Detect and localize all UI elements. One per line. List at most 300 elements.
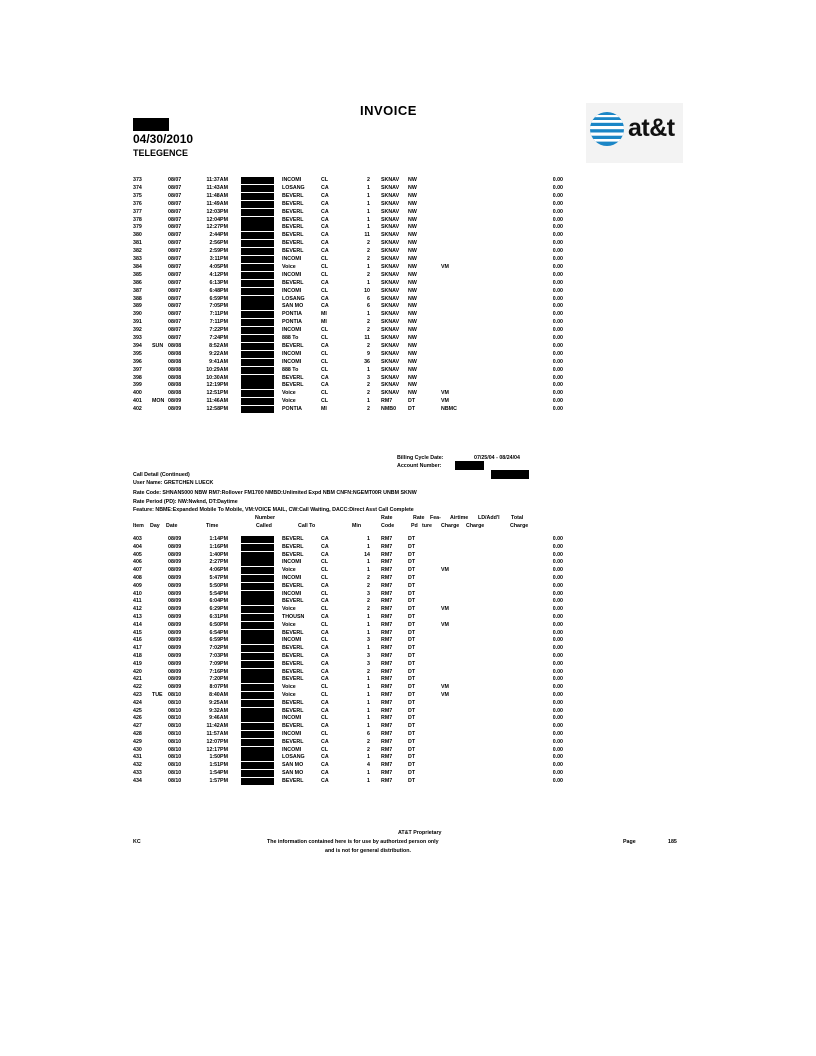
col-call-to: Call To (298, 523, 316, 529)
item-number: 405 (133, 551, 142, 558)
minutes: 1 (367, 263, 370, 270)
billing-cycle-label: Billing Cycle Date: (397, 455, 444, 461)
col-ld-line2: Charge (466, 523, 485, 529)
feature: VM (441, 684, 449, 691)
call-date: 08/07 (168, 177, 182, 183)
rate-code: SKNAV (381, 200, 400, 207)
col-total-line2: Charge (510, 523, 529, 529)
call-time: 4:06PM (209, 567, 228, 574)
call-date: 08/07 (168, 295, 182, 302)
call-to-city: Voice (282, 692, 296, 698)
rate-period: NW (408, 295, 417, 302)
minutes: 2 (367, 240, 370, 247)
rate-code: RM7 (381, 699, 393, 706)
call-to-state: MI (321, 319, 327, 326)
rate-code: SKNAV (381, 240, 400, 247)
call-to-state: CA (321, 754, 329, 761)
call-to-state: CL (321, 366, 329, 373)
call-date: 08/08 (168, 374, 182, 381)
total-charge: 0.00 (552, 192, 563, 199)
total-charge: 0.00 (552, 598, 563, 605)
item-number: 428 (133, 731, 142, 737)
call-to-state: CA (321, 240, 329, 247)
call-to-city: BEVERL (282, 598, 304, 605)
rate-period: NW (408, 216, 417, 223)
col-number-line2: Called (256, 523, 272, 529)
call-to-state: CA (321, 770, 329, 776)
item-number: 424 (133, 699, 142, 706)
rate-period: NW (408, 232, 417, 239)
minutes: 1 (367, 184, 370, 191)
call-time: 1:57PM (209, 777, 228, 784)
call-time: 12:19PM (206, 382, 228, 389)
call-time: 7:11PM (209, 311, 228, 318)
call-to-state: CA (321, 699, 329, 706)
rate-period: NW (408, 200, 417, 207)
call-to-city: Voice (282, 606, 296, 613)
call-time: 1:40PM (209, 551, 228, 558)
feature: VM (441, 621, 449, 628)
call-to-city: BEVERL (282, 240, 304, 247)
call-to-city: Voice (282, 263, 296, 270)
rate-code: RM7 (381, 551, 393, 558)
call-to-state: CA (321, 295, 329, 302)
call-date: 08/09 (168, 582, 182, 589)
call-date: 08/09 (168, 606, 182, 613)
rate-period: NW (408, 303, 417, 310)
call-to-city: BEVERL (282, 374, 304, 381)
rate-code: RM7 (381, 738, 393, 745)
col-rate-line2: Code (381, 523, 395, 529)
rate-code: RM7 (381, 684, 393, 691)
rate-code: RM7 (381, 606, 393, 613)
call-to-city: INCOMI (282, 256, 302, 262)
rate-period: DT (408, 684, 416, 691)
call-to-state: CA (321, 184, 329, 191)
call-time: 5:50PM (209, 582, 228, 589)
item-number: 380 (133, 232, 142, 239)
total-charge: 0.00 (552, 287, 563, 294)
rate-period: NW (408, 279, 417, 286)
rate-code: RM7 (381, 731, 393, 737)
call-to-city: PONTIA (282, 311, 303, 318)
call-time: 12:51PM (206, 390, 228, 397)
call-time: 6:59PM (209, 295, 228, 302)
total-charge: 0.00 (552, 676, 563, 683)
rate-code: RM7 (381, 653, 393, 659)
total-charge: 0.00 (552, 216, 563, 223)
call-to-state: CA (321, 707, 329, 714)
call-to-city: Voice (282, 398, 296, 405)
total-charge: 0.00 (552, 762, 563, 769)
call-to-state: CA (321, 676, 329, 683)
item-number: 398 (133, 374, 142, 381)
col-time: Time (206, 523, 219, 529)
call-time: 4:12PM (209, 271, 228, 278)
total-charge: 0.00 (552, 382, 563, 389)
call-time: 2:27PM (209, 559, 228, 566)
call-date: 08/07 (168, 256, 182, 262)
rate-code: RM7 (381, 637, 393, 644)
call-time: 6:31PM (209, 614, 228, 620)
call-to-city: INCOMI (282, 590, 302, 597)
rate-code: SKNAV (381, 263, 400, 270)
rate-code: SKNAV (381, 319, 400, 326)
item-number: 401 (133, 398, 142, 405)
total-charge: 0.00 (552, 660, 563, 667)
call-to-state: CA (321, 200, 329, 207)
call-time: 9:41AM (209, 358, 228, 365)
rate-code: SKNAV (381, 311, 400, 318)
call-time: 6:50PM (209, 621, 228, 628)
rate-period: DT (408, 582, 416, 589)
minutes: 1 (367, 692, 370, 698)
call-to-city: BEVERL (282, 668, 304, 675)
rate-code: RM7 (381, 746, 393, 753)
call-time: 11:57AM (206, 731, 228, 737)
call-time: 7:22PM (209, 327, 228, 334)
rate-period: DT (408, 598, 416, 605)
col-rate-line1: Rate (381, 515, 393, 521)
minutes: 1 (367, 699, 370, 706)
call-to-city: BEVERL (282, 582, 304, 589)
minutes: 9 (367, 350, 370, 357)
item-number: 393 (133, 335, 142, 341)
minutes: 36 (364, 358, 370, 365)
call-to-state: CA (321, 660, 329, 667)
call-date: 08/07 (168, 263, 182, 270)
total-charge: 0.00 (552, 606, 563, 613)
minutes: 1 (367, 770, 370, 776)
minutes: 2 (367, 319, 370, 326)
rate-period: DT (408, 621, 416, 628)
col-number-line1: Number (255, 515, 276, 521)
call-to-state: CA (321, 303, 329, 310)
call-to-state: CA (321, 382, 329, 389)
call-to-state: MI (321, 311, 327, 318)
rate-code: SKNAV (381, 374, 400, 381)
call-to-city: BEVERL (282, 653, 304, 659)
total-charge: 0.00 (552, 390, 563, 397)
call-to-city: Voice (282, 621, 296, 628)
call-date: 08/07 (168, 192, 182, 199)
rate-code: RM7 (381, 598, 393, 605)
rate-period: DT (408, 567, 416, 574)
call-date: 08/10 (168, 762, 182, 769)
day: SUN (152, 342, 164, 349)
total-charge: 0.00 (552, 319, 563, 326)
col-date: Date (166, 523, 178, 529)
call-to-state: CL (321, 271, 329, 278)
minutes: 1 (367, 621, 370, 628)
total-charge: 0.00 (552, 629, 563, 636)
call-time: 1:50PM (209, 754, 228, 761)
total-charge: 0.00 (552, 177, 563, 183)
call-date: 08/07 (168, 319, 182, 326)
call-time: 7:09PM (209, 660, 228, 667)
rate-period: NW (408, 184, 417, 191)
item-number: 410 (133, 590, 142, 597)
call-to-city: BEVERL (282, 723, 304, 730)
minutes: 3 (367, 590, 370, 597)
call-date: 08/10 (168, 699, 182, 706)
call-to-state: CA (321, 543, 329, 550)
feature: VM (441, 606, 449, 613)
total-charge: 0.00 (552, 637, 563, 644)
call-date: 08/07 (168, 208, 182, 215)
feature: VM (441, 567, 449, 574)
call-to-state: CA (321, 762, 329, 769)
call-to-state: CA (321, 216, 329, 223)
rate-code: RM7 (381, 621, 393, 628)
rate-period: DT (408, 606, 416, 613)
col-feature-line2: ture (422, 523, 433, 529)
total-charge: 0.00 (552, 184, 563, 191)
item-number: 403 (133, 536, 142, 542)
rate-code: RM7 (381, 575, 393, 581)
total-charge: 0.00 (552, 208, 563, 215)
call-date: 08/10 (168, 777, 182, 784)
minutes: 2 (367, 668, 370, 675)
item-number: 381 (133, 240, 142, 247)
call-time: 7:02PM (209, 645, 228, 652)
total-charge: 0.00 (552, 621, 563, 628)
call-to-city: BEVERL (282, 707, 304, 714)
col-item: Item (133, 523, 144, 529)
redacted-block (133, 118, 169, 131)
minutes: 1 (367, 543, 370, 550)
minutes: 1 (367, 684, 370, 691)
rate-period: DT (408, 731, 416, 737)
footer-code: KC (133, 839, 141, 845)
call-to-city: BEVERL (282, 777, 304, 784)
call-to-city: INCOMI (282, 715, 302, 722)
minutes: 2 (367, 746, 370, 753)
rate-period: NW (408, 342, 417, 349)
rate-code: RM7 (381, 762, 393, 769)
rate-period: NW (408, 224, 417, 231)
total-charge: 0.00 (552, 738, 563, 745)
item-number: 425 (133, 707, 142, 714)
call-date: 08/07 (168, 184, 182, 191)
total-charge: 0.00 (552, 731, 563, 737)
call-date: 08/10 (168, 738, 182, 745)
item-number: 429 (133, 738, 142, 745)
call-time: 2:59PM (209, 248, 228, 255)
call-date: 08/10 (168, 746, 182, 753)
call-to-city: Voice (282, 390, 296, 397)
call-date: 08/07 (168, 271, 182, 278)
minutes: 2 (367, 406, 370, 413)
call-to-city: BEVERL (282, 232, 304, 239)
total-charge: 0.00 (552, 311, 563, 318)
call-to-state: CL (321, 731, 329, 737)
call-time: 5:54PM (209, 590, 228, 597)
call-to-city: BEVERL (282, 208, 304, 215)
logo-wordmark: at&t (628, 114, 675, 142)
call-to-city: BEVERL (282, 382, 304, 389)
call-date: 08/09 (168, 590, 182, 597)
rate-code: RM7 (381, 668, 393, 675)
minutes: 2 (367, 327, 370, 334)
minutes: 11 (364, 335, 370, 341)
call-time: 11:37AM (206, 177, 228, 183)
call-time: 12:58PM (206, 406, 228, 413)
rate-period: DT (408, 645, 416, 652)
minutes: 1 (367, 723, 370, 730)
item-number: 426 (133, 715, 142, 722)
rate-period: NW (408, 319, 417, 326)
call-date: 08/07 (168, 303, 182, 310)
rate-code: RM7 (381, 567, 393, 574)
minutes: 1 (367, 629, 370, 636)
call-time: 7:05PM (209, 303, 228, 310)
total-charge: 0.00 (552, 295, 563, 302)
call-to-city: BEVERL (282, 536, 304, 542)
call-to-state: CL (321, 590, 329, 597)
item-number: 378 (133, 216, 142, 223)
item-number: 411 (133, 598, 142, 605)
call-date: 08/08 (168, 342, 182, 349)
call-to-state: CL (321, 606, 329, 613)
feature: VM (441, 263, 449, 270)
minutes: 2 (367, 177, 370, 183)
call-time: 9:25AM (209, 699, 228, 706)
rate-period: NW (408, 240, 417, 247)
call-time: 1:14PM (209, 536, 228, 542)
item-number: 427 (133, 723, 142, 730)
minutes: 2 (367, 248, 370, 255)
item-number: 417 (133, 645, 142, 652)
rate-period: DT (408, 668, 416, 675)
call-time: 12:03PM (206, 208, 228, 215)
call-to-city: PONTIA (282, 319, 303, 326)
call-date: 08/10 (168, 731, 182, 737)
call-time: 4:05PM (209, 263, 228, 270)
total-charge: 0.00 (552, 770, 563, 776)
rate-period: DT (408, 707, 416, 714)
call-to-city: BEVERL (282, 279, 304, 286)
minutes: 2 (367, 256, 370, 262)
call-to-state: CA (321, 224, 329, 231)
rate-period: DT (408, 754, 416, 761)
call-to-city: BEVERL (282, 224, 304, 231)
rate-period: DT (408, 551, 416, 558)
total-charge: 0.00 (552, 543, 563, 550)
feature: NBMC (441, 406, 457, 413)
item-number: 407 (133, 567, 142, 574)
account-number-label: Account Number: (397, 463, 442, 469)
call-to-city: SAN MO (282, 762, 304, 769)
total-charge: 0.00 (552, 279, 563, 286)
item-number: 394 (133, 342, 142, 349)
att-logo (586, 103, 683, 163)
rate-period: DT (408, 777, 416, 784)
call-to-state: CA (321, 598, 329, 605)
rate-code: SKNAV (381, 192, 400, 199)
item-number: 374 (133, 184, 142, 191)
call-date: 08/09 (168, 567, 182, 574)
minutes: 14 (364, 551, 370, 558)
call-to-state: CL (321, 575, 329, 581)
call-time: 11:43AM (206, 184, 228, 191)
call-date: 08/07 (168, 232, 182, 239)
call-date: 08/09 (168, 559, 182, 566)
item-number: 379 (133, 224, 142, 231)
call-time: 12:17PM (206, 746, 228, 753)
invoice-title: INVOICE (360, 103, 417, 118)
minutes: 1 (367, 715, 370, 722)
total-charge: 0.00 (552, 224, 563, 231)
total-charge: 0.00 (552, 777, 563, 784)
total-charge: 0.00 (552, 303, 563, 310)
minutes: 2 (367, 271, 370, 278)
minutes: 2 (367, 342, 370, 349)
col-day: Day (150, 523, 160, 529)
total-charge: 0.00 (552, 707, 563, 714)
minutes: 1 (367, 676, 370, 683)
rate-code: SKNAV (381, 184, 400, 191)
call-time: 2:44PM (209, 232, 228, 239)
call-time: 10:30AM (206, 374, 228, 381)
feature-legend: Feature: NBME:Expanded Mobile To Mobile, VM:VOICE MAIL, CW:Call Waiting, DACC:Direct Asst Call Complete (133, 507, 414, 513)
item-number: 375 (133, 192, 142, 199)
rate-period: DT (408, 676, 416, 683)
item-number: 406 (133, 559, 142, 566)
item-number: 392 (133, 327, 142, 334)
total-charge: 0.00 (552, 590, 563, 597)
call-date: 08/09 (168, 668, 182, 675)
call-to-state: CA (321, 342, 329, 349)
call-date: 08/09 (168, 660, 182, 667)
call-time: 11:48AM (206, 192, 228, 199)
minutes: 3 (367, 653, 370, 659)
item-number: 373 (133, 177, 142, 183)
minutes: 1 (367, 536, 370, 542)
call-to-state: CA (321, 738, 329, 745)
call-time: 11:46AM (206, 398, 228, 405)
minutes: 1 (367, 366, 370, 373)
item-number: 376 (133, 200, 142, 207)
call-time: 6:04PM (209, 598, 228, 605)
call-to-state: CL (321, 692, 329, 698)
call-date: 08/07 (168, 216, 182, 223)
col-airtime-line1: Airtime (450, 515, 469, 521)
rate-period: DT (408, 715, 416, 722)
call-to-state: CL (321, 715, 329, 722)
item-number: 420 (133, 668, 142, 675)
day: MON (152, 398, 165, 405)
item-number: 388 (133, 295, 142, 302)
rate-code: SKNAV (381, 350, 400, 357)
total-charge: 0.00 (552, 256, 563, 262)
total-charge: 0.00 (552, 723, 563, 730)
item-number: 434 (133, 777, 142, 784)
table-row (0, 777, 816, 786)
call-time: 8:40AM (209, 692, 228, 698)
item-number: 385 (133, 271, 142, 278)
minutes: 2 (367, 606, 370, 613)
call-date: 08/09 (168, 575, 182, 581)
rate-code: RM7 (381, 770, 393, 776)
call-date: 08/07 (168, 311, 182, 318)
call-to-city: THOUSN (282, 614, 305, 620)
call-date: 08/09 (168, 406, 182, 413)
redacted-block (491, 470, 529, 479)
call-time: 1:16PM (209, 543, 228, 550)
call-to-state: CL (321, 335, 329, 341)
total-charge: 0.00 (552, 327, 563, 334)
